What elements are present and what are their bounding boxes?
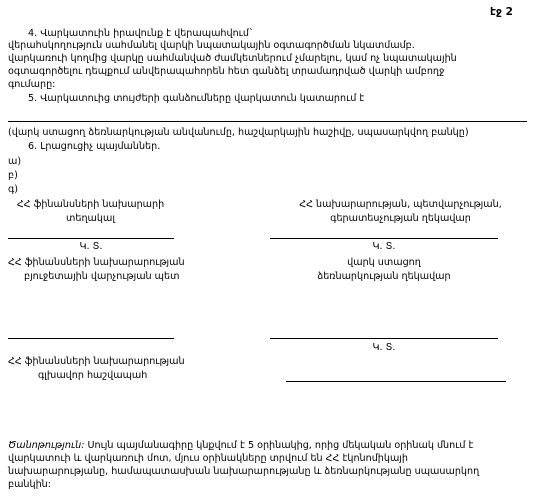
condition-item-b: բ) (8, 170, 18, 181)
enterprise-head-title: վարկ ստացող ձեռնարկության ղեկավար (317, 257, 451, 282)
budget-head-signature-line (8, 338, 174, 339)
chief-accountant-signature-line (286, 381, 506, 382)
paragraph-4-line: վարկառուի կողմից վարկը սահմանված ժամկետներում չմարելու, կամ ոչ նպատակային (8, 53, 457, 64)
paragraph-6: 6. Լրացուցիչ պայմաններ. (28, 141, 161, 152)
deputy-minister-signature-line (8, 238, 174, 239)
paragraph-4-line: գումարը: (8, 79, 56, 90)
paragraph-4-line: վերահսկողություն սահմանել վարկի նպատակային օգտագործման նկատմամբ. (8, 40, 415, 51)
condition-item-a: ա) (8, 156, 22, 167)
note-line: բանկին: (8, 479, 51, 490)
seal-mark: Կ. Տ. (79, 241, 103, 252)
enterprise-head-signature-line (270, 338, 498, 339)
paragraph-5: 5. Վարկատուից տույժերի գանձումները վարկատուն կատարում է (28, 93, 365, 104)
chief-accountant-title: ՀՀ ֆինանսների նախարարության գլխավոր հաշվապահ (8, 356, 185, 381)
seal-mark: Կ. Տ. (372, 241, 396, 252)
ministry-head-title: ՀՀ նախարարության, պետվարչության, գերատեսչության ղեկավար (299, 199, 502, 224)
note-line-1: Ծանոթություն: Սույն պայմանագիրը կնքվում է 5 օրինակից, որից մեկական օրինակ մնում է (8, 440, 474, 451)
note-line: վարկատուի և վարկառուի մոտ, մյուս օրինակները տրվում են ՀՀ էկոնոմիկայի (8, 453, 408, 464)
paragraph-4-heading: 4. Վարկատուին իրավունք է վերապահվում` (28, 28, 254, 39)
note-label: Ծանոթություն: (8, 440, 85, 451)
ministry-head-signature-line (270, 238, 498, 239)
seal-mark: Կ. Տ. (372, 342, 396, 353)
condition-item-c: գ) (8, 184, 19, 195)
deputy-minister-title: ՀՀ ֆինանսների նախարարի տեղակալ (16, 199, 165, 224)
penalty-recipient-caption: (վարկ ստացող ձեռնարկության անվանումը, հաշվարկային հաշիվը, սպասարկվող բանկը) (8, 127, 469, 138)
note-line: նախարարությանը, համապատասխան նախարարությանը և ձեռնարկությանը սպասարկող (8, 466, 480, 477)
page-number: էջ 2 (490, 6, 513, 18)
paragraph-4-line: օգտագործելու դեպքում անվերապահորեն հետ գանձել տրամադրված վարկի ամբողջ (8, 66, 445, 77)
budget-department-head-title: ՀՀ ֆինանսների նախարարության բյուջետային վարչության պետ (8, 257, 185, 282)
penalty-recipient-line (8, 121, 527, 122)
